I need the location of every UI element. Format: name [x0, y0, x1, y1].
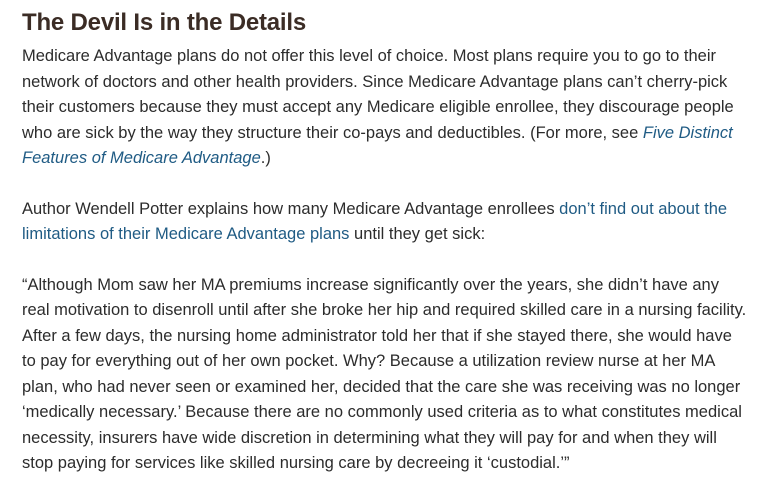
- paragraph-text-end: .): [260, 149, 271, 167]
- paragraph-wendell-potter: [22, 197, 749, 248]
- paragraph-text-end: until they get sick:: [349, 225, 486, 243]
- paragraph-text: Medicare Advantage plans do not offer this level of choice. Most plans require you to go to their network of doctors and other health providers. Since Medicare Advantage plans can’t cherry-pick their customers because they must accept any Medicare eligible enrollee, they discourage people who are sick by the way they structure their co-pays and deductibles. (For more, see: [22, 47, 734, 142]
- paragraph-medicare-choice: [22, 44, 749, 172]
- five-distinct-features-link[interactable]: Five Distinct Features of Medicare Advantage: [22, 123, 733, 167]
- limitations-link[interactable]: don’t find out about the limitations of their Medicare Advantage plans: [22, 199, 728, 243]
- paragraph-text: Author Wendell Potter explains how many Medicare Advantage enrollees: [22, 199, 560, 218]
- section-heading: The Devil Is in the Details: [22, 9, 307, 36]
- quote-paragraph: “Although Mom saw her MA premiums increase significantly over the years, she didn’t have any real motivation to disenroll until after she broke her hip and required skilled care in a nursing facility. After a few days, the nursing home administrator told her that if she stayed there, she would have to pay for everything out of her own pocket. Why? Because a utilization review nurse at her MA plan, who had never seen or examined her, decided that the care she was receiving was no longer ‘medically necessary.’ Because there are no commonly used criteria as to what constitutes medical necessity, insurers have wide discretion in determining what they will pay for and when they will stop paying for services like skilled nursing care by decreeing it ‘custodial.’”: [22, 275, 747, 472]
